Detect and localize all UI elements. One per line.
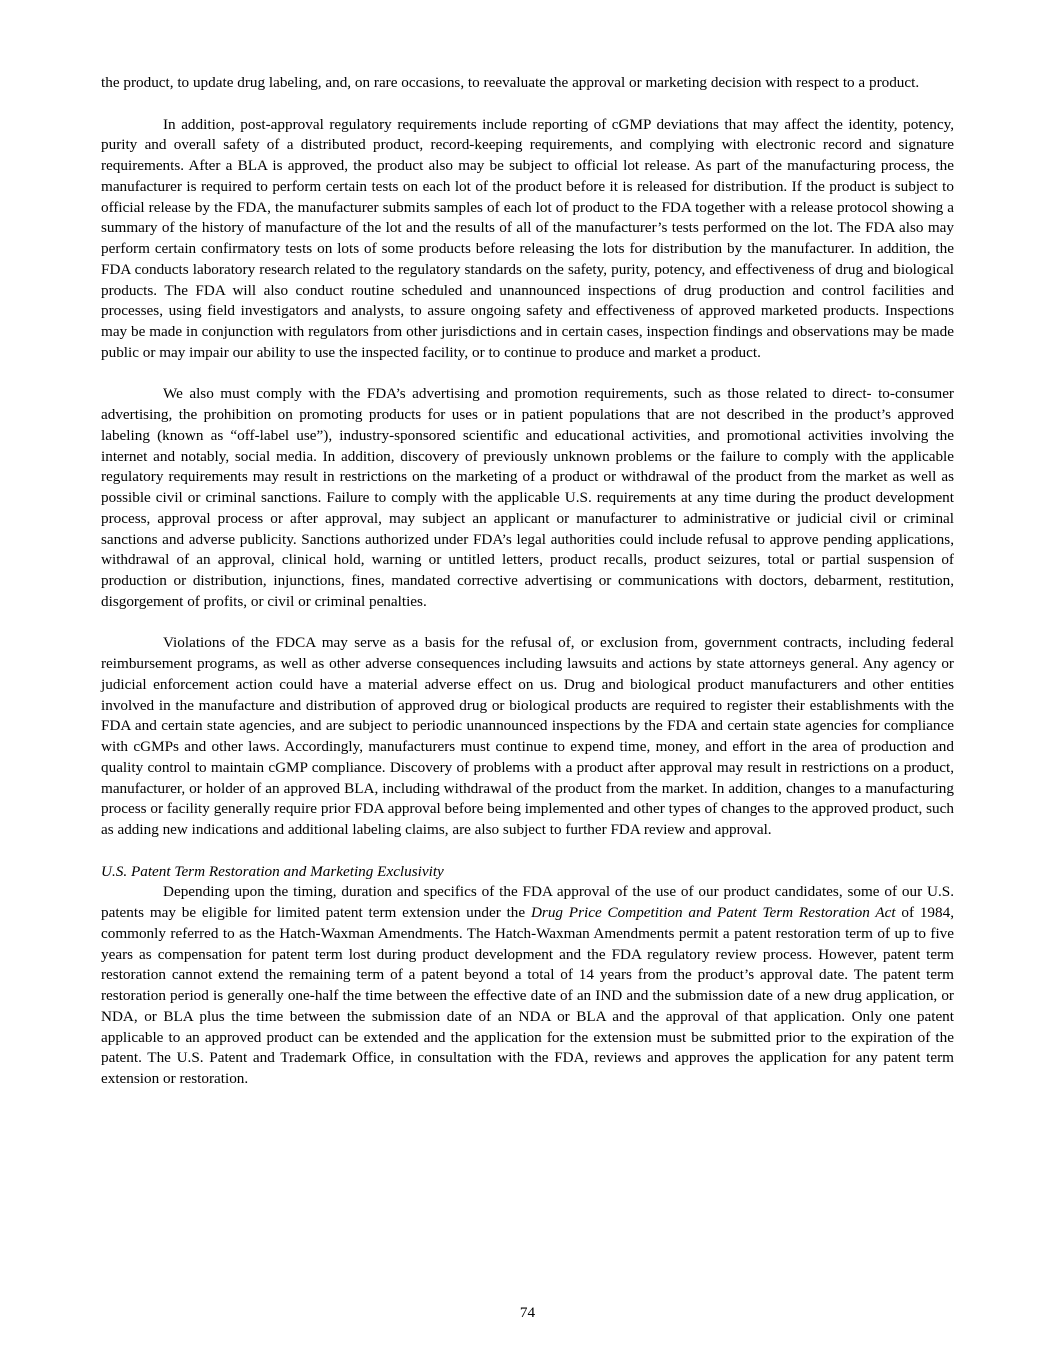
paragraph-post-approval-requirements: In addition, post-approval regulatory requirements include reporting of cGMP deviations that may affect the identity, potency, purity and overall safety of a distributed product, record-keeping requirements, and complying with electronic record and signature requirements. After a BLA is approved, the product also may be subject to official lot release. As part of the manufacturing process, the manufacturer is required to perform certain tests on each lot of the product before it is released for distribution. If the product is subject to official release by the FDA, the manufacturer submits samples of each lot of product to the FDA together with a release protocol showing a summary of the history of manufacture of the lot and the results of all of the manufacturer’s tests performed on the lot. The FDA also may perform certain confirmatory tests on lots of some products before releasing the lots for distribution by the manufacturer. In addition, the FDA conducts laboratory research related to the regulatory standards on the safety, purity, potency, and effectiveness of drug and biological products. The FDA will also conduct routine scheduled and unannounced inspections of drug production and control facilities and processes, using field investigators and analysts, to assure ongoing safety and effectiveness of approved marketed products. Inspections may be made in conjunction with regulators from other jurisdictions and in certain cases, inspection findings and observations may be made public or may impair our ability to use the inspected facility, or to continue to produce and market a product. (101, 115, 954, 361)
document-page (101, 73, 954, 1090)
paragraph-advertising-promotion: We also must comply with the FDA’s advertising and promotion requirements, such as those related to direct- to-consumer advertising, the prohibition on promoting products for uses or in patient populations that are not described in the product’s approved labeling (known as “off-label use”), industry-sponsored scientific and educational activities, and promotional activities involving the internet and notably, social media. In addition, discovery of previously unknown problems or the failure to comply with the applicable regulatory requirements may result in restrictions on the marketing of a product or withdrawal of the product from the market as well as possible civil or criminal sanctions. Failure to comply with the applicable U.S. requirements at any time during the product development process, approval process or after approval, may subject an applicant or manufacturer to administrative or judicial civil or criminal sanctions and adverse publicity. Sanctions authorized under FDA’s legal authorities could include refusal to approve pending applications, withdrawal of an approval, clinical hold, warning or untitled letters, product recalls, product seizures, total or partial suspension of production or distribution, injunctions, fines, mandated corrective advertising or communications with doctors, debarment, restitution, disgorgement of profits, or civil or criminal penalties. (101, 385, 954, 610)
act-title: Drug Price Competition and Patent Term Restoration Act (530, 904, 896, 921)
paragraph-text-part-1: Depending upon the timing, duration and specifics of the FDA approval of the use of our product candidates, some of our U.S. patents may be eligible for limited patent term extension under the (101, 883, 954, 921)
paragraph-continuation: the product, to update drug labeling, and, on rare occasions, to reevaluate the approval or marketing decision with respect to a product. (101, 74, 920, 91)
paragraph-patent-term-restoration (101, 882, 954, 1090)
paragraph-text-part-2: of 1984, commonly referred to as the Hatch-Waxman Amendments. The Hatch-Waxman Amendments permit a patent restoration term of up to five years as compensation for patent term lost during product development and the FDA regulatory review process. However, patent term restoration cannot extend the remaining term of a patent beyond a total of 14 years from the product’s approval date. The patent term restoration period is generally one-half the time between the effective date of an IND and the submission date of a new drug application, or NDA, or BLA plus the time between the submission date of an NDA or BLA and the approval of that application. Only one patent applicable to an approved product can be extended and the application for the extension must be submitted prior to the expiration of the patent. The U.S. Patent and Trademark Office, in consultation with the FDA, reviews and approves the application for any patent term extension or restoration. (101, 904, 954, 1087)
section-heading-patent-term-restoration: U.S. Patent Term Restoration and Marketing Exclusivity (101, 862, 444, 880)
page-number: 74 (519, 1304, 536, 1321)
paragraph-fdca-violations: Violations of the FDCA may serve as a basis for the refusal of, or exclusion from, government contracts, including federal reimbursement programs, as well as other adverse consequences including lawsuits and actions by state attorneys general. Any agency or judicial enforcement action could have a material adverse effect on us. Drug and biological product manufacturers and other entities involved in the manufacture and distribution of approved drug or biological products are required to register their establishments with the FDA and certain state agencies, and are subject to periodic unannounced inspections by the FDA and certain state agencies for compliance with cGMPs and other laws. Accordingly, manufacturers must continue to expend time, money, and effort in the area of production and quality control to maintain cGMP compliance. Discovery of problems with a product after approval may result in restrictions on a product, manufacturer, or holder of an approved BLA, including withdrawal of the product from the market. In addition, changes to a manufacturing process or facility generally require prior FDA approval before being implemented and other types of changes to the approved product, such as adding new indications and additional labeling claims, are also subject to further FDA review and approval. (101, 634, 954, 838)
